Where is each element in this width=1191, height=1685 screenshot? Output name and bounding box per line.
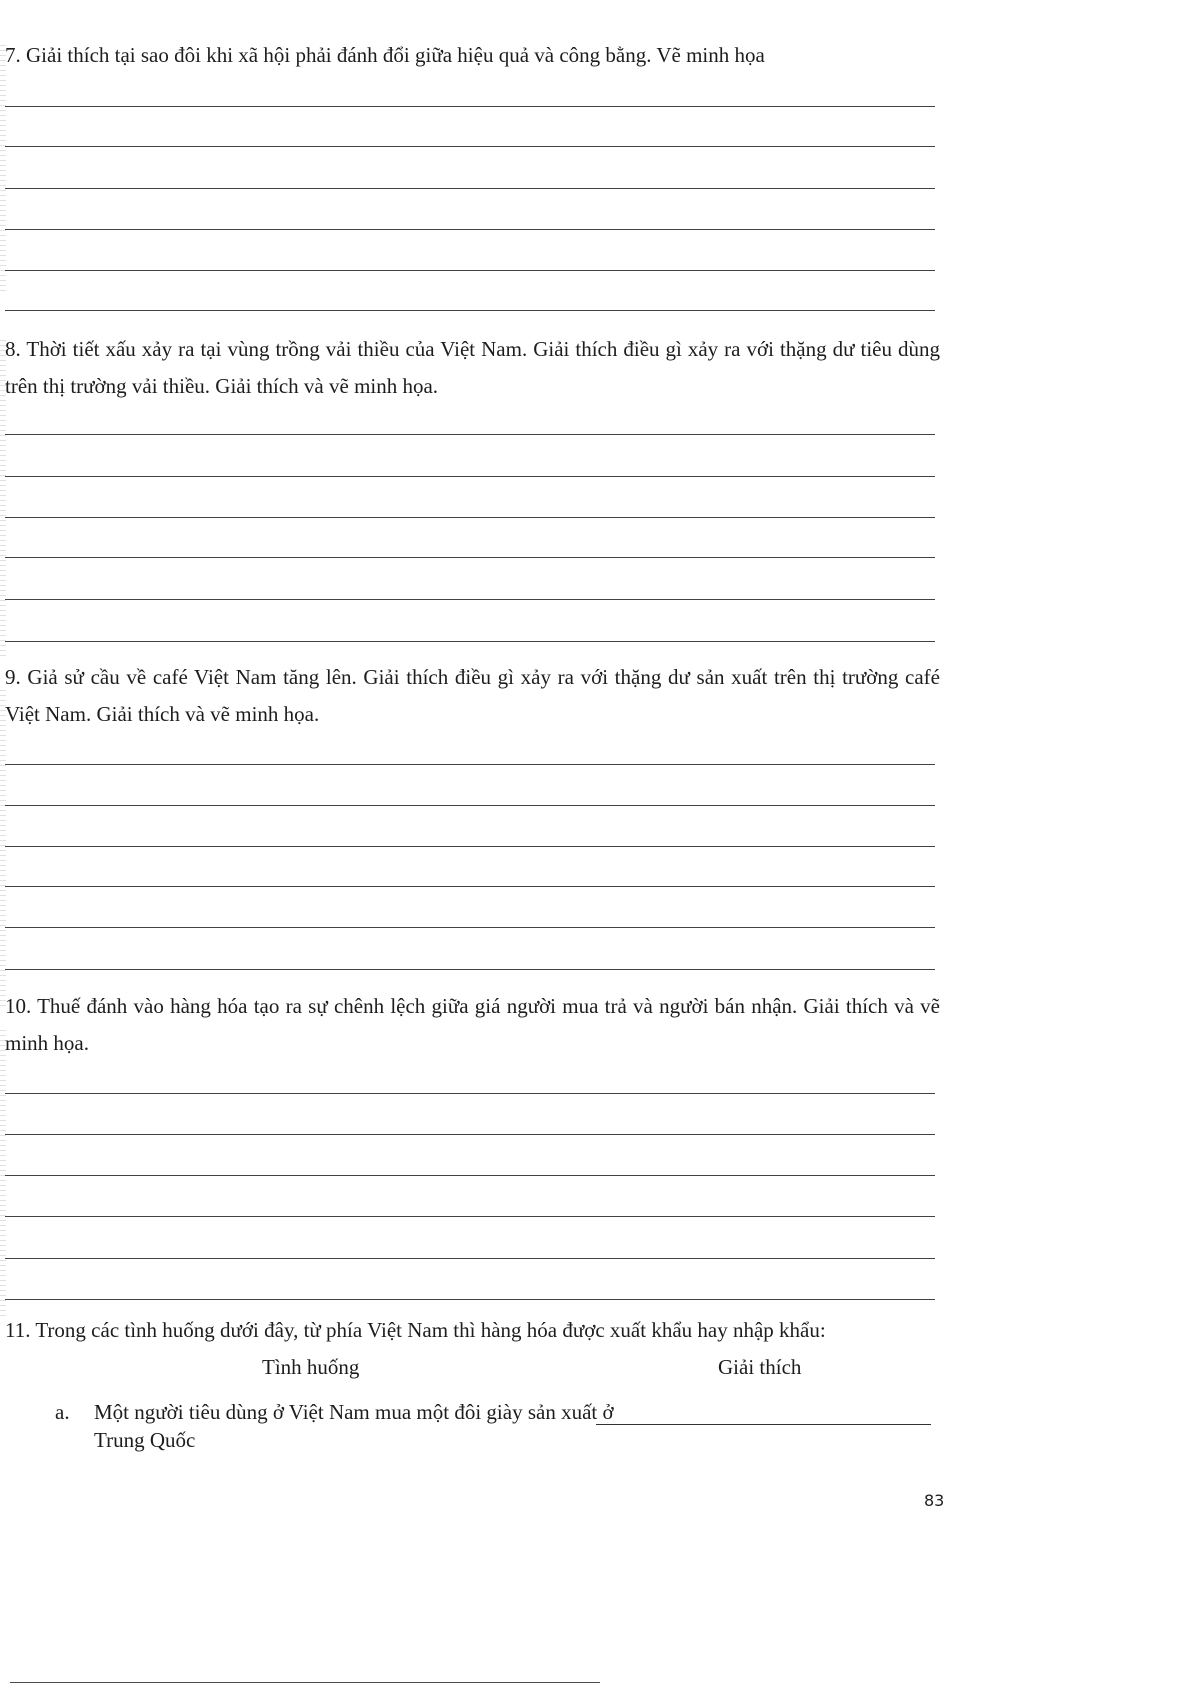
question-8: 8. Thời tiết xấu xảy ra tại vùng trồng vải thiều của Việt Nam. Giải thích điều gì xảy ra với thặng dư tiêu dùng trên thị trường vải thiều. Giải thích và vẽ minh họa. [5, 337, 940, 399]
explanation-answer-line [596, 1424, 931, 1425]
answer-line-q7 [5, 106, 935, 107]
answer-line-q7 [5, 146, 935, 147]
page-number: 83 [924, 1491, 945, 1510]
question-7: 7. Giải thích tại sao đôi khi xã hội phải đánh đổi giữa hiệu quả và công bằng. Vẽ minh họa [5, 43, 765, 67]
answer-line-q8 [5, 641, 935, 642]
answer-line-q10 [5, 1299, 935, 1300]
situation-column-header: Tình huống [262, 1355, 360, 1379]
answer-line-q8 [5, 557, 935, 558]
situation-description: Một người tiêu dùng ở Việt Nam mua một đôi giày sản xuất ở Trung Quốc [94, 1400, 614, 1453]
bottom-page-edge [10, 1682, 600, 1683]
question-9: 9. Giả sử cầu về café Việt Nam tăng lên. Giải thích điều gì xảy ra với thặng dư sản xuất trên thị trường café Việt Nam. Giải thích và vẽ minh họa. [5, 665, 940, 727]
answer-line-q9 [5, 764, 935, 765]
answer-line-q8 [5, 599, 935, 600]
answer-line-q7 [5, 188, 935, 189]
answer-line-q10 [5, 1093, 935, 1094]
answer-line-q9 [5, 805, 935, 806]
scan-edge-mark [0, 45, 6, 295]
answer-line-q8 [5, 476, 935, 477]
answer-line-q10 [5, 1258, 935, 1259]
answer-line-q9 [5, 927, 935, 928]
answer-line-q10 [5, 1134, 935, 1135]
answer-line-q7 [5, 229, 935, 230]
answer-line-q10 [5, 1216, 935, 1217]
question-10: 10. Thuế đánh vào hàng hóa tạo ra sự chênh lệch giữa giá người mua trả và người bán nhận. Giải thích và vẽ minh họa. [5, 994, 940, 1056]
situation-letter: a. [55, 1400, 70, 1424]
explanation-column-header: Giải thích [718, 1355, 802, 1379]
answer-line-q7 [5, 270, 935, 271]
answer-line-q9 [5, 969, 935, 970]
answer-line-q8 [5, 517, 935, 518]
answer-line-q9 [5, 846, 935, 847]
scan-edge-mark [0, 690, 6, 1010]
answer-line-q7 [5, 310, 935, 311]
question-11: 11. Trong các tình huống dưới đây, từ phía Việt Nam thì hàng hóa được xuất khẩu hay nhập khẩu: [5, 1318, 826, 1342]
answer-line-q8 [5, 434, 935, 435]
answer-line-q9 [5, 886, 935, 887]
answer-line-q10 [5, 1175, 935, 1176]
